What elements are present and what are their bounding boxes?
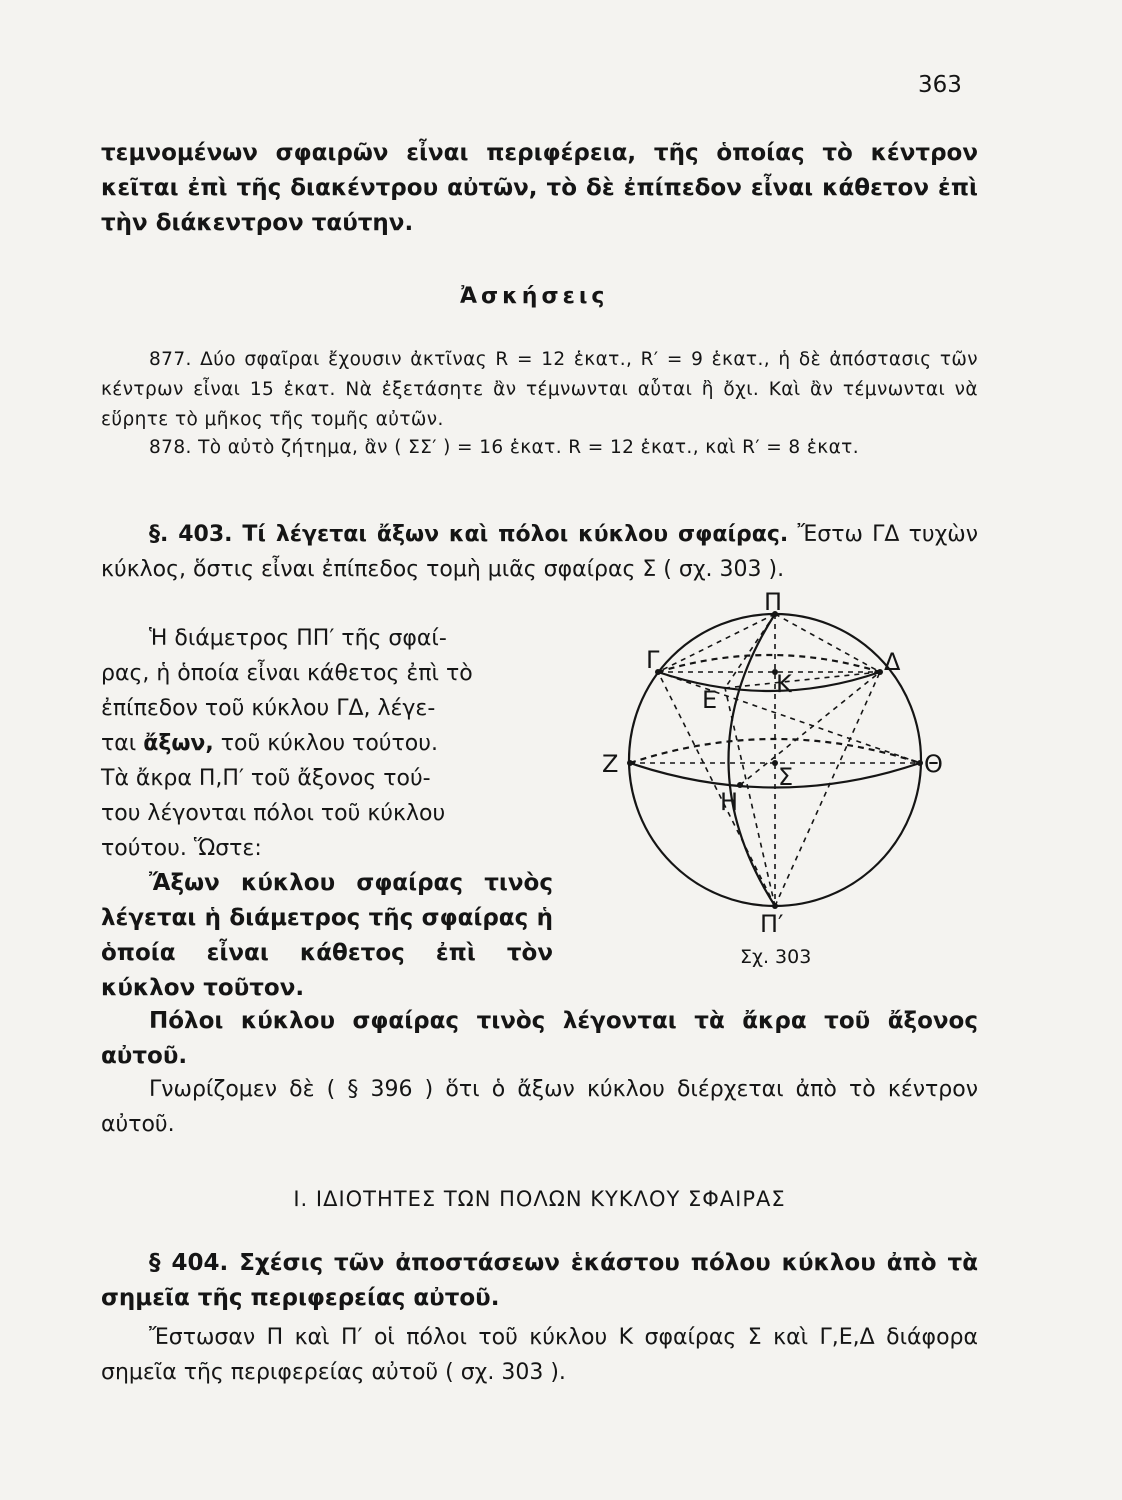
axis-column-text — [101, 621, 553, 866]
section-404-title: § 404. Σχέσις τῶν ἀποστάσεων ἑκάστου πόλου κύκλου ἀπὸ τὰ σημεῖα τῆς περιφερείας αὐτοῦ. — [101, 1250, 978, 1311]
intro-paragraph: τεμνομένων σφαιρῶν εἶναι περιφέρεια, τῆς ὁποίας τὸ κέντρον κεῖται ἐπὶ τῆς διακέντρου αὐτῶν, τὸ δὲ ἐπίπεδον εἶναι κάθετον ἐπὶ τὴν διάκεντρον ταύτην. — [101, 140, 978, 236]
point-TH — [917, 760, 923, 766]
col-line-4c: τοῦ κύκλου τούτου. — [220, 731, 438, 756]
exercises-heading: Ἀσκήσεις — [460, 284, 609, 309]
sphere-figure — [590, 580, 990, 980]
exercise-878: 878. Τὸ αὐτὸ ζήτημα, ἂν ( ΣΣ′ ) = 16 ἑκατ. R = 12 ἑκατ., καὶ R′ = 8 ἑκατ. — [149, 437, 859, 458]
point-D — [877, 669, 883, 675]
col-line-2: ρας, ἡ ὁποία εἶναι κάθετος ἐπὶ τὸ — [101, 661, 473, 686]
section-404-text: Ἔστωσαν Π καὶ Π′ οἱ πόλοι τοῦ κύκλου Κ σφαίρας Σ καὶ Γ,Ε,Δ διάφορα σημεῖα τῆς περιφερείας αὐτοῦ ( σχ. 303 ). — [101, 1325, 978, 1385]
meridian-curve — [729, 614, 776, 906]
point-Z — [627, 760, 633, 766]
point-P2 — [772, 903, 778, 909]
col-line-5: Τὰ ἄκρα Π,Π′ τοῦ ἄξονος τού- — [101, 766, 431, 791]
col-line-4 — [101, 726, 553, 761]
label-P: Π — [764, 588, 783, 616]
great-circle-back — [630, 739, 920, 763]
col-line-3: ἐπίπεδον τοῦ κύκλου ΓΔ, λέγε- — [101, 696, 436, 721]
section-403-paragraph — [101, 517, 978, 587]
section-I-heading: Ι. ΙΔΙΟΤΗΤΕΣ ΤΩΝ ΠΟΛΩΝ ΚΥΚΛΟΥ ΣΦΑΙΡΑΣ — [293, 1187, 786, 1211]
label-TH: Θ — [924, 750, 943, 778]
label-P2: Π′ — [760, 910, 784, 938]
axis-definition: Ἄξων κύκλου σφαίρας τινὸς λέγεται ἡ διάμετρος τῆς σφαίρας ἡ ὁποία εἶναι κάθετος ἐπὶ τὸν κύκλον τοῦτον. — [101, 870, 553, 1001]
col-line-4a: ται — [101, 731, 137, 756]
exercise-877: 877. Δύο σφαῖραι ἔχουσιν ἀκτῖνας R = 12 ἑκατ., R′ = 9 ἑκατ., ἡ δὲ ἀπόστασις τῶν κέντρων εἶναι 15 ἑκατ. Νὰ ἐξετάσητε ἂν τέμνωνται αὗται ἢ ὄχι. Καὶ ἂν τέμνωνται νὰ εὕρητε τὸ μῆκος τῆς τομῆς αὐτῶν. — [101, 349, 978, 430]
col-line-6: του λέγονται πόλοι τοῦ κύκλου — [101, 801, 446, 826]
section-403-title: §. 403. Τί λέγεται ἄξων καὶ πόλοι κύκλου σφαίρας. — [149, 522, 789, 547]
col-line-7: τούτου. Ὥστε: — [101, 836, 262, 861]
label-S: Σ — [778, 763, 794, 791]
label-G: Γ — [646, 646, 660, 674]
label-H: Η — [720, 788, 739, 816]
figure-caption: Σχ. 303 — [740, 946, 812, 968]
poles-definition: Πόλοι κύκλου σφαίρας τινὸς λέγονται τὰ ἄκρα τοῦ ἄξονος αὐτοῦ. — [101, 1008, 978, 1069]
seg-PE — [725, 614, 775, 688]
label-D: Δ — [884, 648, 901, 676]
label-Z: Ζ — [602, 750, 619, 778]
label-E: Ε — [702, 686, 718, 714]
circle-GD-back — [658, 655, 880, 672]
know-paragraph: Γνωρίζομεν δὲ ( § 396 ) ὅτι ὁ ἄξων κύκλου διέρχεται ἀπὸ τὸ κέντρον αὐτοῦ. — [101, 1077, 978, 1137]
label-K: Κ — [776, 670, 792, 698]
col-line-1: Ἡ διάμετρος ΠΠ′ τῆς σφαί- — [149, 626, 447, 651]
page-number: 363 — [918, 72, 962, 98]
section-403-text: Ἔστω ΓΔ τυχὼν κύκλος, ὅστις εἶναι ἐπίπεδος τομὴ μιᾶς σφαίρας Σ ( σχ. 303 ). — [101, 522, 978, 582]
axis-term: ἄξων, — [143, 731, 214, 756]
